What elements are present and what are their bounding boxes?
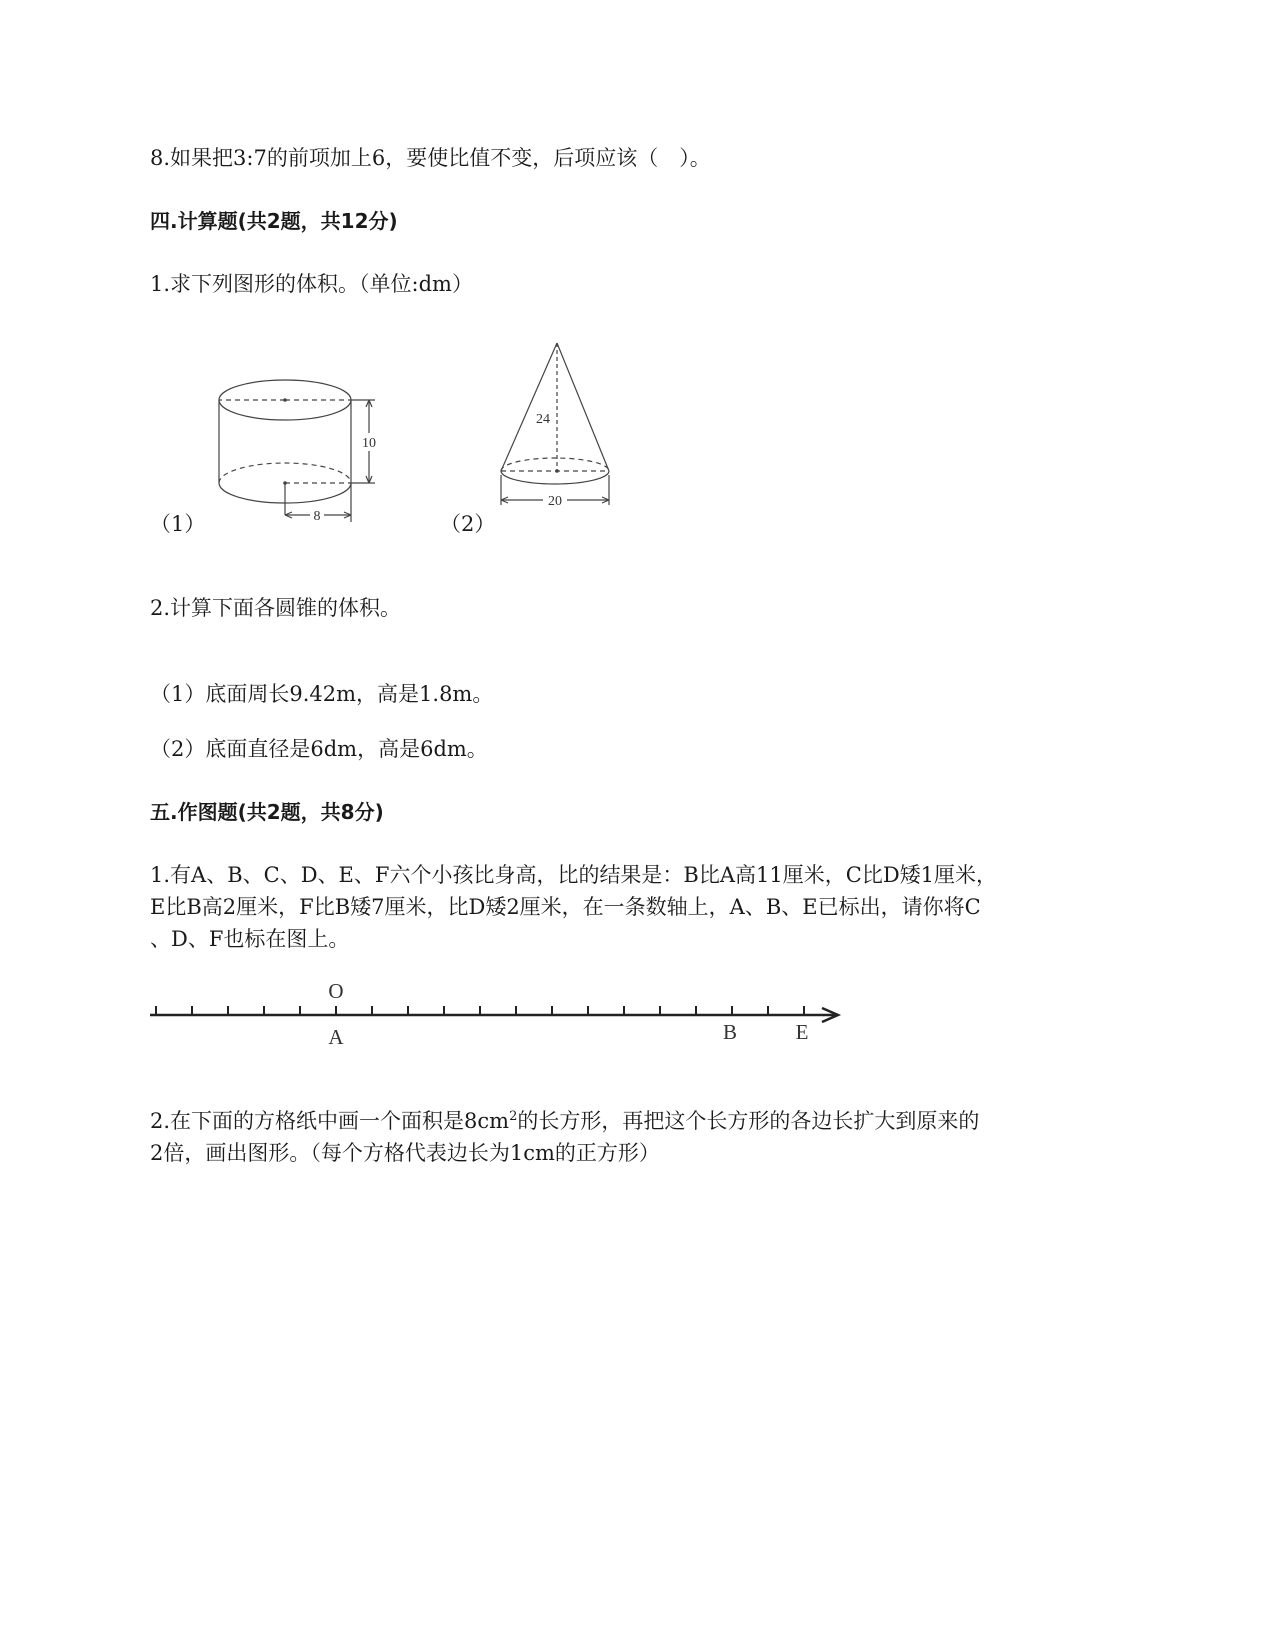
section-5-question-1-line-3: 、D、F也标在图上。 [150, 927, 350, 951]
cylinder-figure [205, 370, 395, 535]
section-5-question-2-line-2: 2倍，画出图形。（每个方格代表边长为1cm的正方形） [150, 1141, 660, 1165]
question-2-text-a: 2.在下面的方格纸中画一个面积是8cm [150, 1109, 510, 1133]
cylinder-radius-label: 8 [313, 509, 321, 524]
cylinder-height-label: 10 [362, 436, 376, 451]
cone-figure [495, 335, 625, 520]
origin-label: O [328, 979, 344, 1003]
question-2-text-b: 的长方形，再把这个长方形的各边长扩大到原来的 [517, 1109, 980, 1133]
figure-1-label: （1） [150, 512, 206, 536]
section-5-heading: 五.作图题(共2题，共8分) [150, 800, 384, 824]
cone-diameter-label: 20 [548, 494, 562, 509]
cone-height-label: 24 [536, 412, 550, 427]
section-5-question-1-line-2: E比B高2厘米，F比B矮7厘米，比D矮2厘米，在一条数轴上，A、B、E已标出，请你将C [150, 895, 981, 919]
cylinder-bottom-back [219, 463, 351, 483]
section-5-question-1-line-1: 1.有A、B、C、D、E、F六个小孩比身高，比的结果是：B比A高11厘米，C比D矮1厘米， [150, 863, 998, 887]
section-4-question-2-part-1: （1）底面周长9.42m，高是1.8m。 [150, 682, 494, 706]
question-8: 8.如果把3:7的前项加上6，要使比值不变，后项应该（ ）。 [150, 146, 711, 170]
cone-base-back [501, 458, 609, 471]
point-b-label: B [722, 1020, 738, 1044]
section-4-question-1: 1.求下列图形的体积。（单位:dm） [150, 272, 473, 296]
section-4-question-2: 2.计算下面各圆锥的体积。 [150, 596, 402, 620]
superscript-2: 2 [509, 1109, 518, 1124]
point-e-label: E [795, 1020, 809, 1044]
section-5-question-2-line-1 [150, 1105, 979, 1137]
figure-2-label: （2） [440, 512, 496, 536]
cone-base-front [501, 471, 609, 484]
section-4-heading: 四.计算题(共2题，共12分) [150, 209, 398, 233]
point-a-label: A [328, 1025, 344, 1049]
section-4-question-2-part-2: （2）底面直径是6dm，高是6dm。 [150, 737, 488, 761]
number-line [140, 975, 850, 1055]
